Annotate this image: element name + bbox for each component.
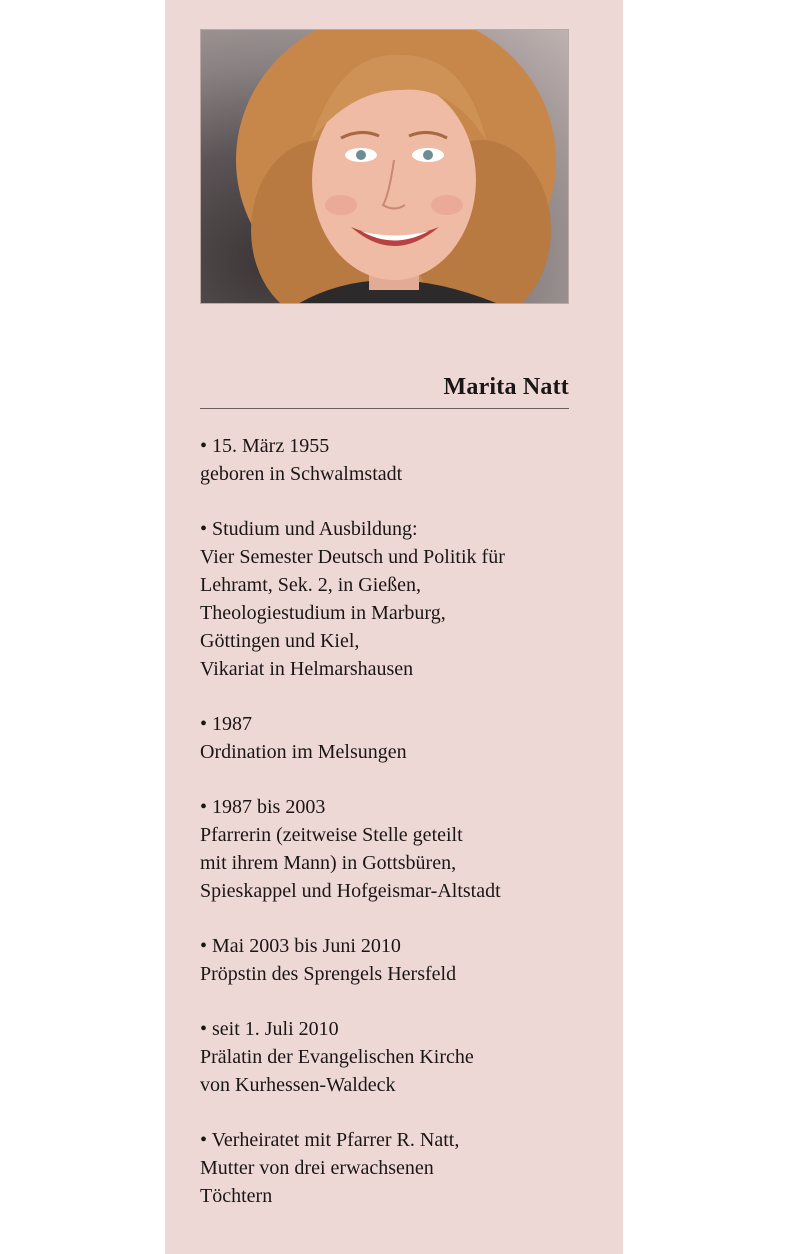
biography-list <box>200 432 600 1237</box>
bio-entry-text: Lehramt, Sek. 2, in Gießen, <box>200 574 422 596</box>
bio-entry-text: Pfarrerin (zeitweise Stelle geteilt <box>200 824 463 846</box>
bio-entry-text: von Kurhessen-Waldeck <box>200 1074 396 1096</box>
bio-entry-ordination <box>200 710 600 766</box>
bio-entry-heading: • seit 1. Juli 2010 <box>200 1018 339 1040</box>
bio-entry-text: geboren in Schwalmstadt <box>200 463 403 485</box>
bio-entry-text: Göttingen und Kiel, <box>200 630 360 652</box>
name-divider <box>200 408 569 409</box>
bio-entry-text: Ordination im Melsungen <box>200 741 407 763</box>
bio-entry-text: Vikariat in Helmarshausen <box>200 658 414 680</box>
bio-entry-prelate <box>200 1015 600 1099</box>
bio-entry-heading: • Verheiratet mit Pfarrer R. Natt, <box>200 1129 460 1151</box>
bio-entry-text: mit ihrem Mann) in Gottsbüren, <box>200 852 457 874</box>
bio-entry-text: Prälatin der Evangelischen Kirche <box>200 1046 474 1068</box>
bio-entry-heading: • Studium und Ausbildung: <box>200 518 418 540</box>
portrait-illustration <box>201 30 569 304</box>
bio-entry-birth <box>200 432 600 488</box>
bio-entry-family <box>200 1126 600 1210</box>
portrait-photo <box>200 29 569 304</box>
bio-entry-text: Spieskappel und Hofgeismar-Altstadt <box>200 880 501 902</box>
bio-entry-provost <box>200 932 600 988</box>
bio-entry-text: Theologiestudium in Marburg, <box>200 602 446 624</box>
bio-entry-heading: • 1987 <box>200 713 253 735</box>
bio-entry-heading: • 15. März 1955 <box>200 435 330 457</box>
bio-entry-text: Mutter von drei erwachsenen <box>200 1157 434 1179</box>
bio-entry-heading: • Mai 2003 bis Juni 2010 <box>200 935 401 957</box>
person-name: Marita Natt <box>443 374 569 400</box>
bio-entry-heading: • 1987 bis 2003 <box>200 796 326 818</box>
bio-entry-text: Vier Semester Deutsch und Politik für <box>200 546 505 568</box>
bio-entry-text: Pröpstin des Sprengels Hersfeld <box>200 963 457 985</box>
bio-entry-pastor <box>200 793 600 905</box>
bio-entry-education <box>200 515 600 683</box>
bio-entry-text: Töchtern <box>200 1185 273 1207</box>
